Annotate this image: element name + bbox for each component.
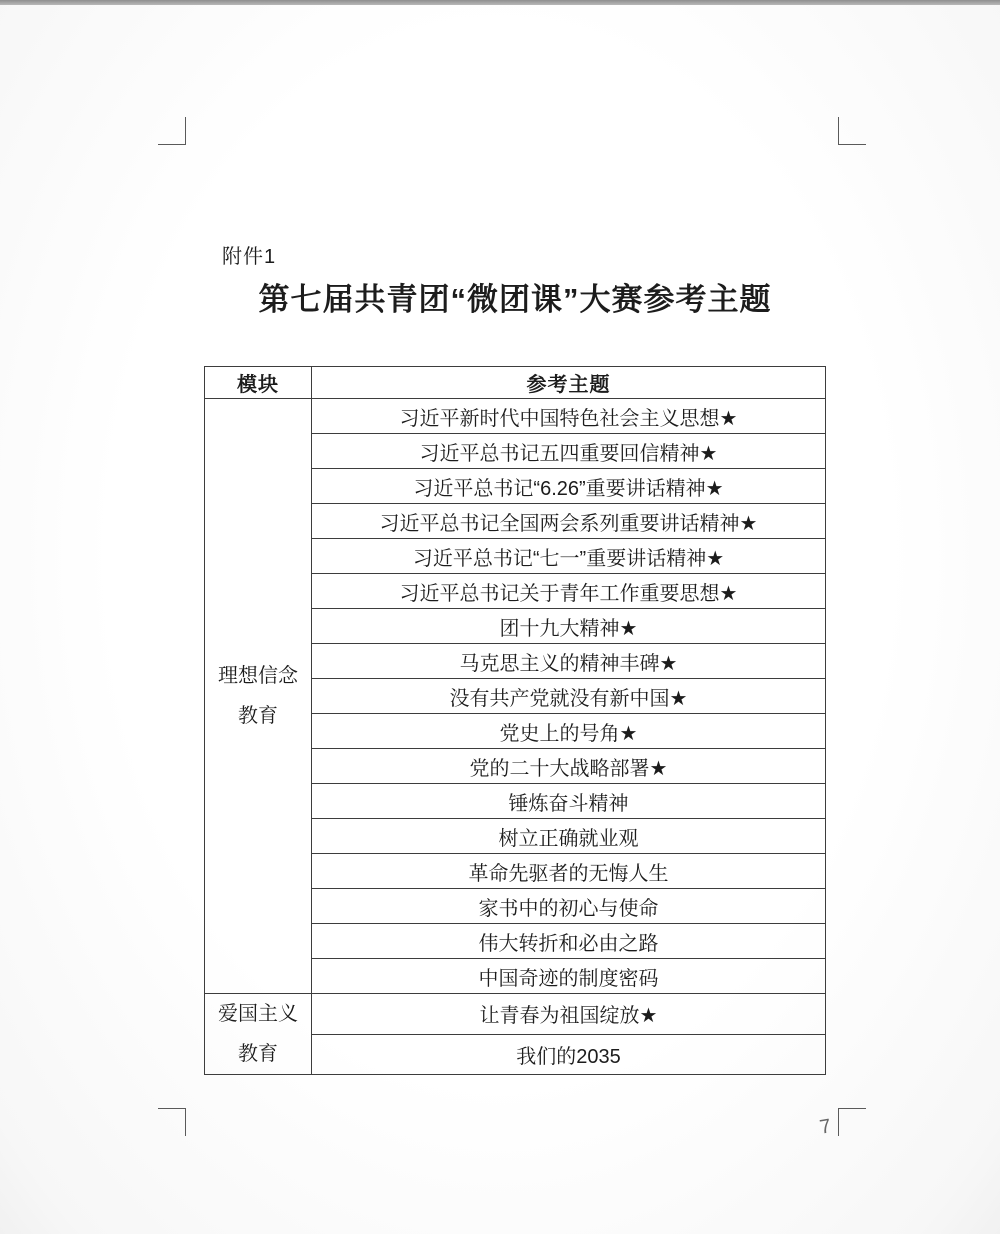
topic-cell: 锤炼奋斗精神 xyxy=(312,784,826,819)
topic-cell: 革命先驱者的无悔人生 xyxy=(312,854,826,889)
topic-cell: 没有共产党就没有新中国★ xyxy=(312,679,826,714)
topic-cell: 团十九大精神★ xyxy=(312,609,826,644)
topic-cell: 伟大转折和必由之路 xyxy=(312,924,826,959)
topic-cell: 党史上的号角★ xyxy=(312,714,826,749)
module-label-line: 教育 xyxy=(238,705,278,727)
table-row xyxy=(205,994,826,1035)
crop-mark-top-right xyxy=(838,117,866,145)
table-header-row xyxy=(205,367,826,399)
topic-cell: 习近平总书记“6.26”重要讲话精神★ xyxy=(312,469,826,504)
module-label-line: 教育 xyxy=(238,1043,278,1065)
topic-cell: 我们的2035 xyxy=(312,1034,826,1075)
topic-cell: 党的二十大战略部署★ xyxy=(312,749,826,784)
topic-cell: 习近平新时代中国特色社会主义思想★ xyxy=(312,399,826,434)
table-body xyxy=(205,399,826,1075)
crop-mark-top-left xyxy=(158,117,186,145)
topic-cell: 中国奇迹的制度密码 xyxy=(312,959,826,994)
topic-cell: 树立正确就业观 xyxy=(312,819,826,854)
topic-cell: 马克思主义的精神丰碑★ xyxy=(312,644,826,679)
topic-cell: 习近平总书记“七一”重要讲话精神★ xyxy=(312,539,826,574)
topics-table xyxy=(204,366,826,1075)
topic-cell: 让青春为祖国绽放★ xyxy=(312,994,826,1035)
topic-cell: 习近平总书记全国两会系列重要讲话精神★ xyxy=(312,504,826,539)
module-cell xyxy=(205,994,312,1075)
table-header-module: 模块 xyxy=(205,367,312,399)
attachment-label: 附件1 xyxy=(222,246,277,268)
topic-cell: 家书中的初心与使命 xyxy=(312,889,826,924)
table-header-topics: 参考主题 xyxy=(312,367,826,399)
crop-mark-bottom-left xyxy=(158,1108,186,1136)
topic-cell: 习近平总书记关于青年工作重要思想★ xyxy=(312,574,826,609)
module-cell xyxy=(205,399,312,994)
table-row xyxy=(205,399,826,434)
crop-mark-bottom-right xyxy=(838,1108,866,1136)
photo-top-edge xyxy=(0,0,1000,5)
module-label-line: 理想信念 xyxy=(218,665,298,687)
topic-cell: 习近平总书记五四重要回信精神★ xyxy=(312,434,826,469)
module-label-line: 爱国主义 xyxy=(218,1003,298,1025)
page-number: 7 xyxy=(818,1115,833,1139)
table-row xyxy=(205,367,826,399)
page-title: 第七届共青团“微团课”大赛参考主题 xyxy=(258,282,772,317)
